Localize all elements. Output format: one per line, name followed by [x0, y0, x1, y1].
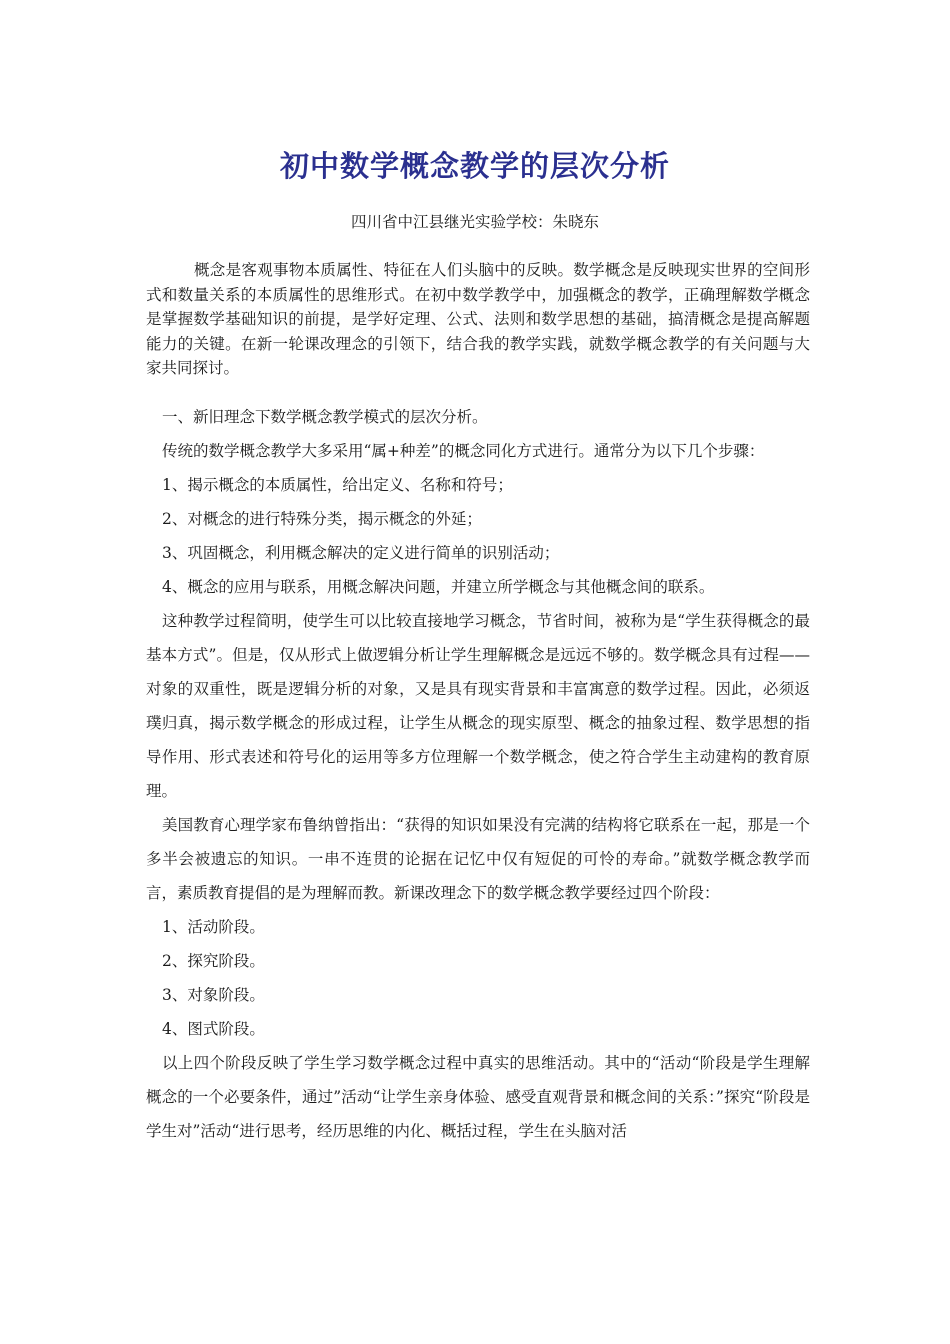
list-item: 2、探究阶段。 [162, 952, 265, 970]
section-heading: 一、新旧理念下数学概念教学模式的层次分析。 [162, 408, 488, 426]
body-paragraph: 以上四个阶段反映了学生学习数学概念过程中真实的思维活动。其中的“活动“阶段是学生理解概念的一个必要条件，通过”活动“让学生亲身体验、感受直观背景和概念间的关系：”探究“阶段是学生对”活动“进行思考，经历思维的内化、概括过程，学生在头脑对活 [146, 1054, 810, 1140]
list-item: 4、图式阶段。 [162, 1020, 265, 1038]
body-paragraph: 传统的数学概念教学大多采用“属+种差”的概念同化方式进行。通常分为以下几个步骤： [162, 442, 765, 460]
list-item: 4、概念的应用与联系，用概念解决问题，并建立所学概念与其他概念间的联系。 [162, 578, 715, 596]
document-body [146, 400, 810, 1148]
list-item: 3、巩固概念，利用概念解决的定义进行简单的识别活动； [162, 544, 560, 562]
list-item: 1、活动阶段。 [162, 918, 265, 936]
intro-paragraph: 概念是客观事物本质属性、特征在人们头脑中的反映。数学概念是反映现实世界的空间形式和数量关系的本质属性的思维形式。在初中数学教学中，加强概念的教学，正确理解数学概念是掌握数学基础知识的前提，是学好定理、公式、法则和数学思想的基础，搞清概念是提高解题能力的关键。在新一轮课改理念的引领下，结合我的教学实践，就数学概念教学的有关问题与大家共同探讨。 [146, 261, 810, 377]
list-item: 2、对概念的进行特殊分类，揭示概念的外延； [162, 510, 482, 528]
author-byline: 四川省中江县继光实验学校：朱晓东 [350, 213, 599, 231]
body-paragraph: 这种教学过程简明，使学生可以比较直接地学习概念，节省时间，被称为是“学生获得概念的最基本方式”。但是，仅从形式上做逻辑分析让学生理解概念是远远不够的。数学概念具有过程——对象的双重性，既是逻辑分析的对象，又是具有现实背景和丰富寓意的数学过程。因此，必须返璞归真，揭示数学概念的形成过程，让学生从概念的现实原型、概念的抽象过程、数学思想的指导作用、形式表述和符号化的运用等多方位理解一个数学概念，使之符合学生主动建构的教育原理。 [146, 612, 810, 800]
list-item: 3、对象阶段。 [162, 986, 265, 1004]
document-title: 初中数学概念教学的层次分析 [279, 149, 670, 183]
list-item: 1、揭示概念的本质属性，给出定义、名称和符号； [162, 476, 513, 494]
body-paragraph: 美国教育心理学家布鲁纳曾指出：“获得的知识如果没有完满的结构将它联系在一起，那是一个多半会被遗忘的知识。一串不连贯的论据在记忆中仅有短促的可怜的寿命。”就数学概念教学而言，素质教育提倡的是为理解而教。新课改理念下的数学概念教学要经过四个阶段： [146, 816, 810, 902]
